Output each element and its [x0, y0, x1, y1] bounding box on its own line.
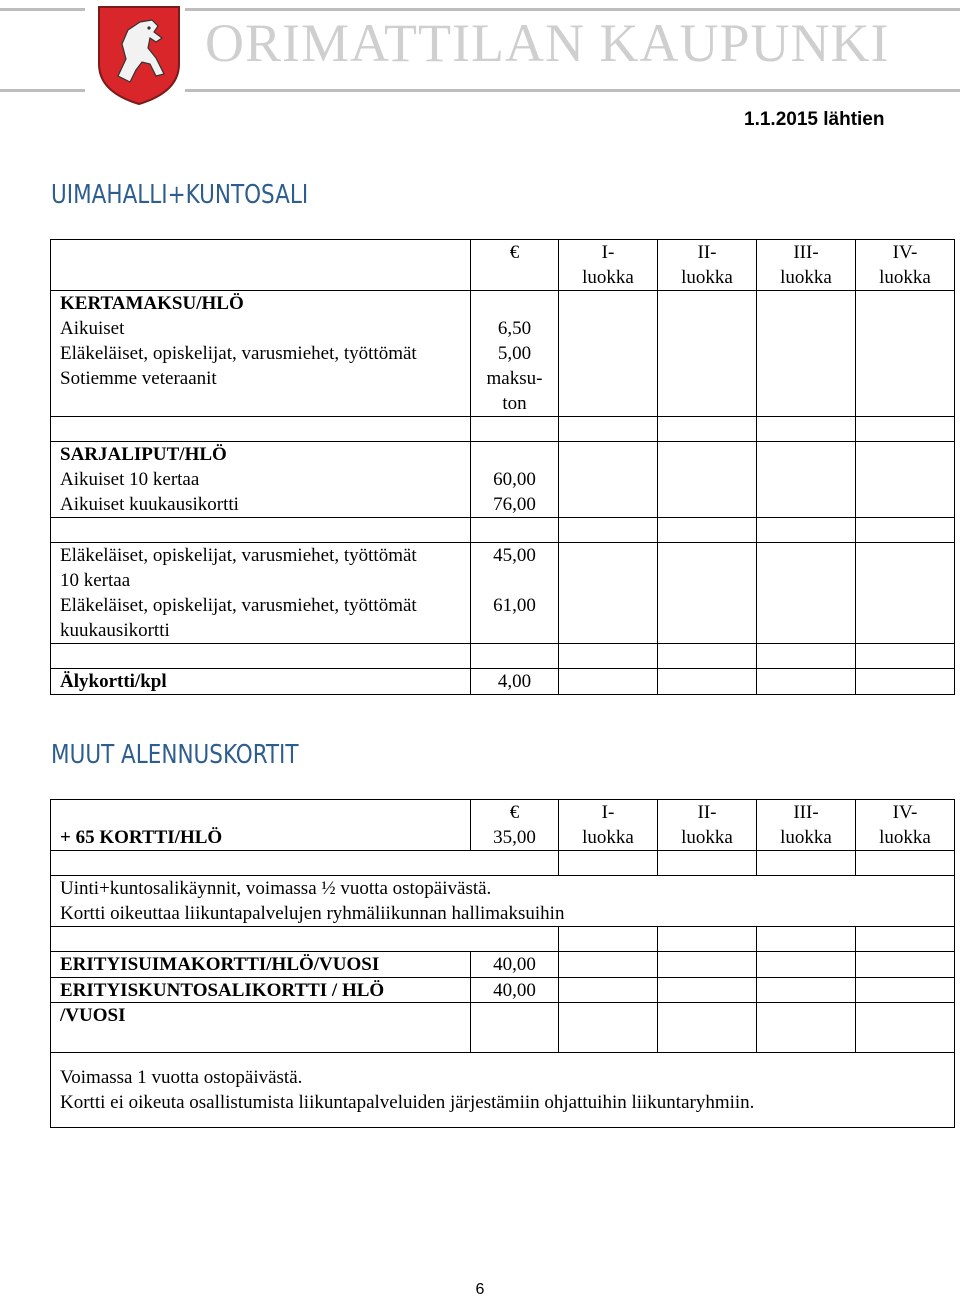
erityisuima-price: 40,00 — [493, 954, 536, 975]
kortti65-price-cell — [471, 800, 559, 851]
kertamaksu-price-aikuiset: 6,50 — [497, 318, 532, 339]
kortti65-label-cell — [51, 800, 471, 851]
alykortti-price-cell — [471, 669, 559, 695]
kertamaksu-label-reduced: Eläkeläiset, opiskelijat, varusmiehet, työttömät — [60, 343, 417, 364]
sarjaliput-title: SARJALIPUT/HLÖ — [60, 444, 227, 465]
col-header-class-1: I- luokka — [559, 240, 658, 291]
page-number: 6 — [475, 1281, 485, 1298]
header-rule-top — [0, 8, 85, 11]
header-rule-bottom-right — [185, 89, 960, 92]
col-header-class-3: III- luokka — [757, 240, 856, 291]
reduced-label-kuukausi: Eläkeläiset, opiskelijat, varusmiehet, työttömät kuukausikortti — [60, 595, 417, 641]
sarjaliput-label-10: Aikuiset 10 kertaa — [60, 469, 200, 490]
table-header-blank — [51, 240, 471, 291]
kertamaksu-label-veteraanit: Sotiemme veteraanit — [60, 368, 217, 389]
erityis-note: Voimassa 1 vuotta ostopäivästä. Kortti ei oikeuta osallistumista liikuntapalveluiden järjestämiin ohjattuihin liikuntaryhmiin. — [51, 1053, 955, 1128]
sarjaliput-prices — [471, 442, 559, 518]
price-table-uimahalli — [50, 239, 955, 695]
city-coat-of-arms-logo — [96, 4, 182, 106]
sarjaliput-label-kuukausi: Aikuiset kuukausikortti — [60, 494, 239, 515]
erityisuima-label: ERITYISUIMAKORTTI/HLÖ/VUOSI — [51, 952, 471, 978]
price-table-alennuskortit — [50, 799, 955, 1128]
col-header-class-3-2: III- luokka — [757, 800, 856, 851]
kortti65-label: + 65 KORTTI/HLÖ — [60, 827, 223, 848]
kertamaksu-title: KERTAMAKSU/HLÖ — [60, 293, 244, 314]
kertamaksu-prices — [471, 291, 559, 417]
erityiskunto-label-cell — [51, 980, 471, 1053]
reduced-series-group — [51, 543, 471, 644]
section-title-muut-alennuskortit: MUUT ALENNUSKORTIT — [51, 740, 299, 770]
col-header-class-4-2: IV- luokka — [856, 800, 955, 851]
kertamaksu-group — [51, 291, 471, 417]
alykortti-price: 4,00 — [497, 671, 532, 692]
kortti65-note: Uinti+kuntosalikäynnit, voimassa ½ vuotta ostopäivästä. Kortti oikeuttaa liikuntapalvelujen ryhmäliikunnan hallimaksuihin — [51, 876, 955, 927]
header-rule-bottom — [0, 89, 85, 92]
sarjaliput-price-kuukausi: 76,00 — [493, 494, 536, 515]
kertamaksu-label-aikuiset: Aikuiset — [60, 318, 125, 339]
alykortti-label: Älykortti/kpl — [51, 669, 471, 695]
section-title-uimahalli: UIMAHALLI+KUNTOSALI — [51, 180, 309, 210]
valid-from-date: 1.1.2015 lähtien — [744, 109, 885, 130]
reduced-series-prices — [471, 543, 559, 644]
sarjaliput-price-10: 60,00 — [493, 469, 536, 490]
kertamaksu-price-veteraanit: maksu- ton — [486, 368, 543, 414]
col-header-class-4: IV- luokka — [856, 240, 955, 291]
col-header-euro: € — [471, 240, 559, 291]
reduced-price-kuukausi: 61,00 — [493, 595, 536, 616]
kortti65-price: 35,00 — [493, 827, 536, 848]
erityiskunto-price-cell — [471, 980, 559, 1053]
sarjaliput-group — [51, 442, 471, 518]
col-header-euro-2: € — [509, 802, 520, 823]
erityiskunto-label: ERITYISKUNTOSALIKORTTI / HLÖ /VUOSI — [60, 980, 385, 1026]
reduced-label-10: Eläkeläiset, opiskelijat, varusmiehet, työttömät 10 kertaa — [60, 545, 417, 591]
col-header-class-2: II- luokka — [658, 240, 757, 291]
kertamaksu-price-reduced: 5,00 — [497, 343, 532, 364]
city-name-banner: ORIMATTILAN KAUPUNKI — [205, 13, 890, 73]
header-rule-top-right — [185, 8, 960, 11]
col-header-class-1-2: I- luokka — [559, 800, 658, 851]
erityiskunto-price: 40,00 — [493, 980, 536, 1001]
col-header-class-2-2: II- luokka — [658, 800, 757, 851]
reduced-price-10: 45,00 — [493, 545, 536, 566]
erityisuima-price-cell — [471, 952, 559, 978]
